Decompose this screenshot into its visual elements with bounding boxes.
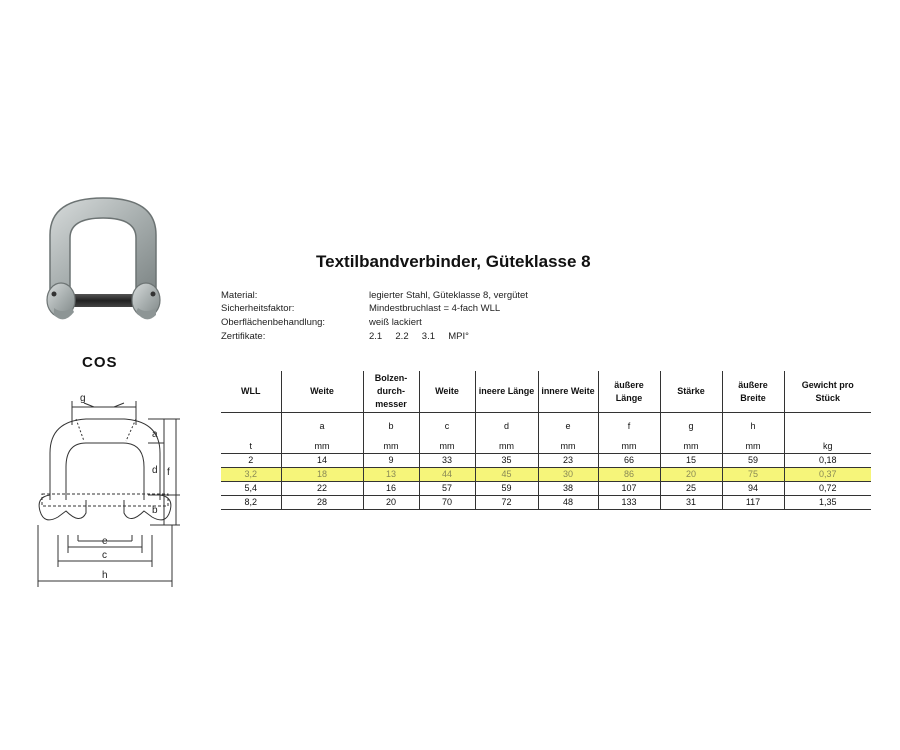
column-header: äußere Breite [722,371,784,413]
table-unit-row [221,433,871,454]
column-unit: mm [722,433,784,454]
table-cell: 59 [722,454,784,468]
column-unit: mm [281,433,363,454]
table-cell: 8,2 [221,496,281,510]
table-symbol-row [221,413,871,434]
table-cell: 44 [419,468,475,482]
column-unit: mm [363,433,419,454]
spec-label: Oberflächenbehandlung: [221,317,326,328]
technical-drawing [28,385,198,595]
column-unit: t [221,433,281,454]
table-cell: 117 [722,496,784,510]
table-cell: 0,18 [784,454,871,468]
table-cell: 15 [660,454,722,468]
spec-label: Zertifikate: [221,331,266,342]
table-cell: 70 [419,496,475,510]
spec-label: Sicherheitsfaktor: [221,303,295,314]
table-cell: 94 [722,482,784,496]
table-header-row [221,371,871,413]
table-row [221,454,871,468]
column-symbol: d [475,413,538,434]
table-cell: 25 [660,482,722,496]
spec-label: Material: [221,290,258,301]
spec-value: Mindestbruchlast = 4-fach WLL [369,303,501,314]
dim-label-a: a [152,429,158,440]
dim-label-d: d [152,465,158,476]
spec-value: 2.1 2.2 3.1 MPI° [369,331,469,342]
dimension-table [221,371,871,510]
table-cell: 18 [281,468,363,482]
table-cell: 75 [722,468,784,482]
dim-label-h: h [102,570,108,581]
column-header: Weite [419,371,475,413]
table-row [221,482,871,496]
column-header: Stärke [660,371,722,413]
table-cell: 3,2 [221,468,281,482]
table-cell: 31 [660,496,722,510]
table-cell: 1,35 [784,496,871,510]
table-cell: 107 [598,482,660,496]
table-cell: 2 [221,454,281,468]
table-cell: 0,37 [784,468,871,482]
table-cell: 133 [598,496,660,510]
product-photo [40,190,170,330]
column-unit: mm [660,433,722,454]
table-cell: 9 [363,454,419,468]
column-header: Gewicht pro Stück [784,371,871,413]
column-symbol [221,413,281,434]
column-symbol: f [598,413,660,434]
dim-label-b: b [152,505,158,516]
table-cell: 48 [538,496,598,510]
dim-label-c: c [102,550,107,561]
spec-value: legierter Stahl, Güteklasse 8, vergütet [369,290,528,301]
table-cell: 13 [363,468,419,482]
table-cell: 45 [475,468,538,482]
column-unit: kg [784,433,871,454]
column-symbol: g [660,413,722,434]
column-header: ineere Länge [475,371,538,413]
table-cell: 28 [281,496,363,510]
dim-label-f: f [167,467,170,478]
table-row [221,496,871,510]
table-row [221,468,871,482]
table-cell: 86 [598,468,660,482]
column-unit: mm [419,433,475,454]
table-cell: 14 [281,454,363,468]
table-cell: 23 [538,454,598,468]
column-header: WLL [221,371,281,413]
table-cell: 72 [475,496,538,510]
column-symbol: h [722,413,784,434]
table-cell: 16 [363,482,419,496]
column-header: Weite [281,371,363,413]
spec-value: weiß lackiert [369,317,422,328]
table-cell: 22 [281,482,363,496]
column-symbol: b [363,413,419,434]
dim-label-e: e [102,536,108,547]
page-title: Textilbandverbinder, Güteklasse 8 [316,252,591,271]
table-cell: 59 [475,482,538,496]
spec-list [221,290,681,350]
table-cell: 35 [475,454,538,468]
product-code: COS [82,354,118,371]
column-header: äußere Länge [598,371,660,413]
column-unit: mm [598,433,660,454]
table-cell: 66 [598,454,660,468]
table-cell: 33 [419,454,475,468]
column-symbol: c [419,413,475,434]
column-symbol: a [281,413,363,434]
table-cell: 20 [363,496,419,510]
table-cell: 57 [419,482,475,496]
table-cell: 20 [660,468,722,482]
dim-label-g: g [80,393,86,404]
table-cell: 0,72 [784,482,871,496]
column-header: Bolzen- durch- messer [363,371,419,413]
table-cell: 5,4 [221,482,281,496]
table-cell: 38 [538,482,598,496]
column-header: innere Weite [538,371,598,413]
table-cell: 30 [538,468,598,482]
column-symbol [784,413,871,434]
column-unit: mm [475,433,538,454]
column-symbol: e [538,413,598,434]
column-unit: mm [538,433,598,454]
